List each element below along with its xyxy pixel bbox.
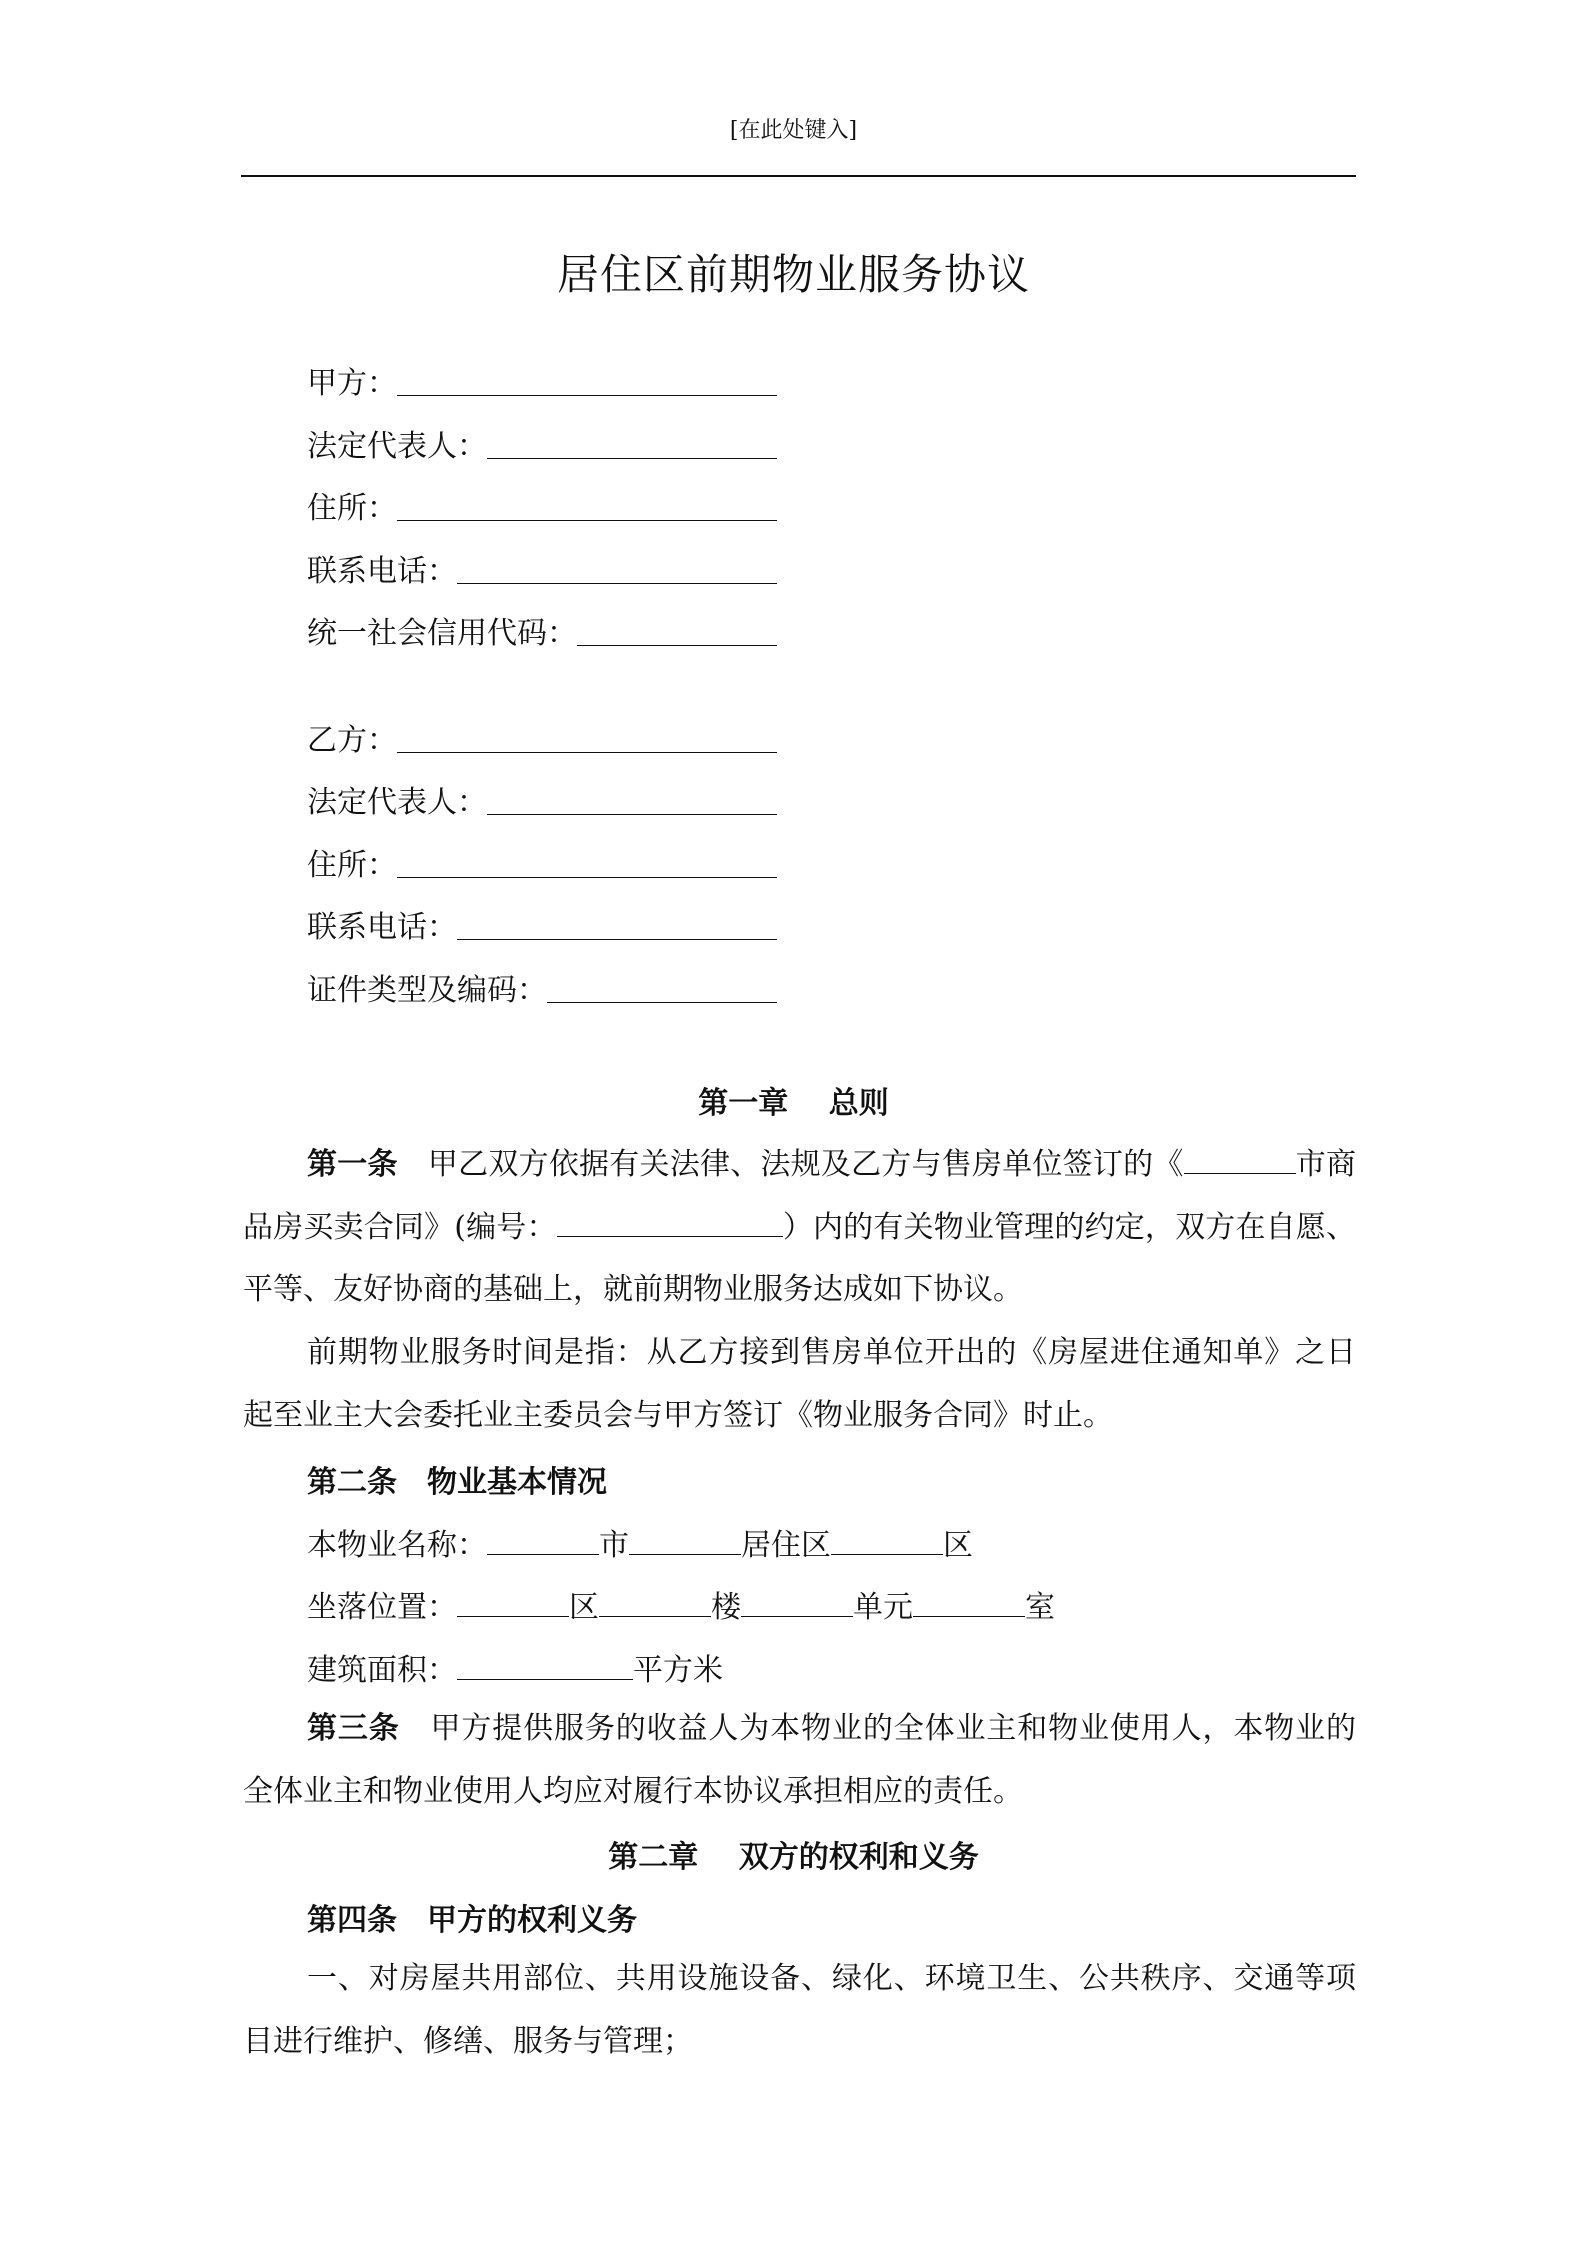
article-2-number: 第二条 [307, 1465, 397, 1500]
party-a-address-label: 住所： [307, 491, 397, 526]
blank-line [741, 1588, 853, 1617]
article-4-item-1: 一、对房屋共用部位、共用设施设备、绿化、环境卫生、公共秩序、交通等项目进行维护、修缮、服务与管理； [243, 1961, 1356, 2059]
blank-line [487, 1526, 599, 1555]
location-unit-room: 室 [1025, 1590, 1055, 1625]
party-a-credit-code-label: 统一社会信用代码： [307, 616, 577, 651]
party-a-name-label: 甲方： [307, 366, 397, 401]
blank-line [457, 1651, 633, 1680]
blank-line [547, 972, 777, 1003]
article-1-number: 第一条 [307, 1147, 398, 1182]
blank-line [457, 553, 777, 584]
party-a-address [307, 487, 777, 527]
party-a-credit-code [307, 612, 777, 652]
location-unit-district: 区 [569, 1590, 599, 1625]
blank-line [397, 722, 777, 753]
header-rule [241, 175, 1356, 177]
document-title: 居住区前期物业服务协议 [556, 250, 1030, 299]
party-b-id [307, 969, 777, 1009]
blank-line [397, 365, 777, 396]
article-1 [243, 1134, 1356, 1322]
party-b-name [307, 719, 777, 759]
party-a-phone-label: 联系电话： [307, 554, 457, 589]
property-name-unit-city: 市 [599, 1528, 629, 1563]
article-1-text-c: ）内的有关物业管理的约定，双方在自愿、平等、友好协商的基础上，就前期物业服务达成如下协议。 [243, 1209, 1356, 1307]
blank-line [557, 1208, 783, 1237]
article-3-number: 第三条 [307, 1711, 400, 1746]
party-b-address-label: 住所： [307, 848, 397, 883]
property-name-label: 本物业名称： [307, 1528, 487, 1563]
article-3-text: 甲方提供服务的收益人为本物业的全体业主和物业使用人，本物业的全体业主和物业使用人均应对履行本协议承担相应的责任。 [243, 1711, 1357, 1809]
blank-line [577, 615, 777, 646]
blank-line [1184, 1145, 1296, 1174]
service-period-paragraph: 前期物业服务时间是指：从乙方接到售房单位开出的《房屋进住通知单》之日起至业主大会委托业主委员会与甲方签订《物业服务合同》时止。 [243, 1335, 1356, 1433]
location-line [307, 1582, 1055, 1626]
party-b-rep [307, 781, 777, 821]
party-b-rep-label: 法定代表人： [307, 785, 487, 820]
location-unit-building: 楼 [711, 1590, 741, 1625]
area-unit: 平方米 [633, 1653, 723, 1688]
party-b-address [307, 844, 777, 884]
blank-line [629, 1526, 741, 1555]
party-a-phone [307, 550, 777, 590]
blank-line [913, 1588, 1025, 1617]
property-name-unit-residential: 居住区 [741, 1528, 831, 1563]
party-a-rep-label: 法定代表人： [307, 429, 487, 464]
party-a-name [307, 362, 777, 402]
party-b-name-label: 乙方： [307, 723, 397, 758]
blank-line [831, 1526, 943, 1555]
area-line [307, 1645, 723, 1689]
page-header: [在此处键入] [729, 118, 858, 143]
location-label: 坐落位置： [307, 1590, 457, 1625]
article-2-heading [307, 1457, 607, 1501]
blank-line [397, 847, 777, 878]
blank-line [457, 1588, 569, 1617]
property-name-unit-district: 区 [943, 1528, 973, 1563]
location-unit-unit: 单元 [853, 1590, 913, 1625]
article-1-text-a: 甲乙双方依据有关法律、法规及乙方与售房单位签订的《 [427, 1147, 1184, 1182]
article-4-title: 甲方的权利义务 [427, 1903, 637, 1938]
blank-line [397, 490, 777, 521]
party-a-rep [307, 425, 777, 465]
property-name-line [307, 1520, 973, 1564]
chapter-1-heading: 第一章 总则 [698, 1086, 889, 1121]
blank-line [457, 909, 777, 940]
article-1-text-b: 市商品房买卖合同》(编号： [243, 1147, 1357, 1245]
blank-line [487, 428, 777, 459]
article-3 [243, 1698, 1356, 1823]
party-b-phone-label: 联系电话： [307, 910, 457, 945]
party-b-id-label: 证件类型及编码： [307, 973, 547, 1008]
article-4-heading [307, 1895, 637, 1939]
chapter-2-heading: 第二章 双方的权利和义务 [608, 1840, 979, 1875]
article-2-title: 物业基本情况 [427, 1465, 607, 1500]
article-4-number: 第四条 [307, 1903, 397, 1938]
blank-line [599, 1588, 711, 1617]
area-label: 建筑面积： [307, 1653, 457, 1688]
party-b-phone [307, 906, 777, 946]
blank-line [487, 784, 777, 815]
